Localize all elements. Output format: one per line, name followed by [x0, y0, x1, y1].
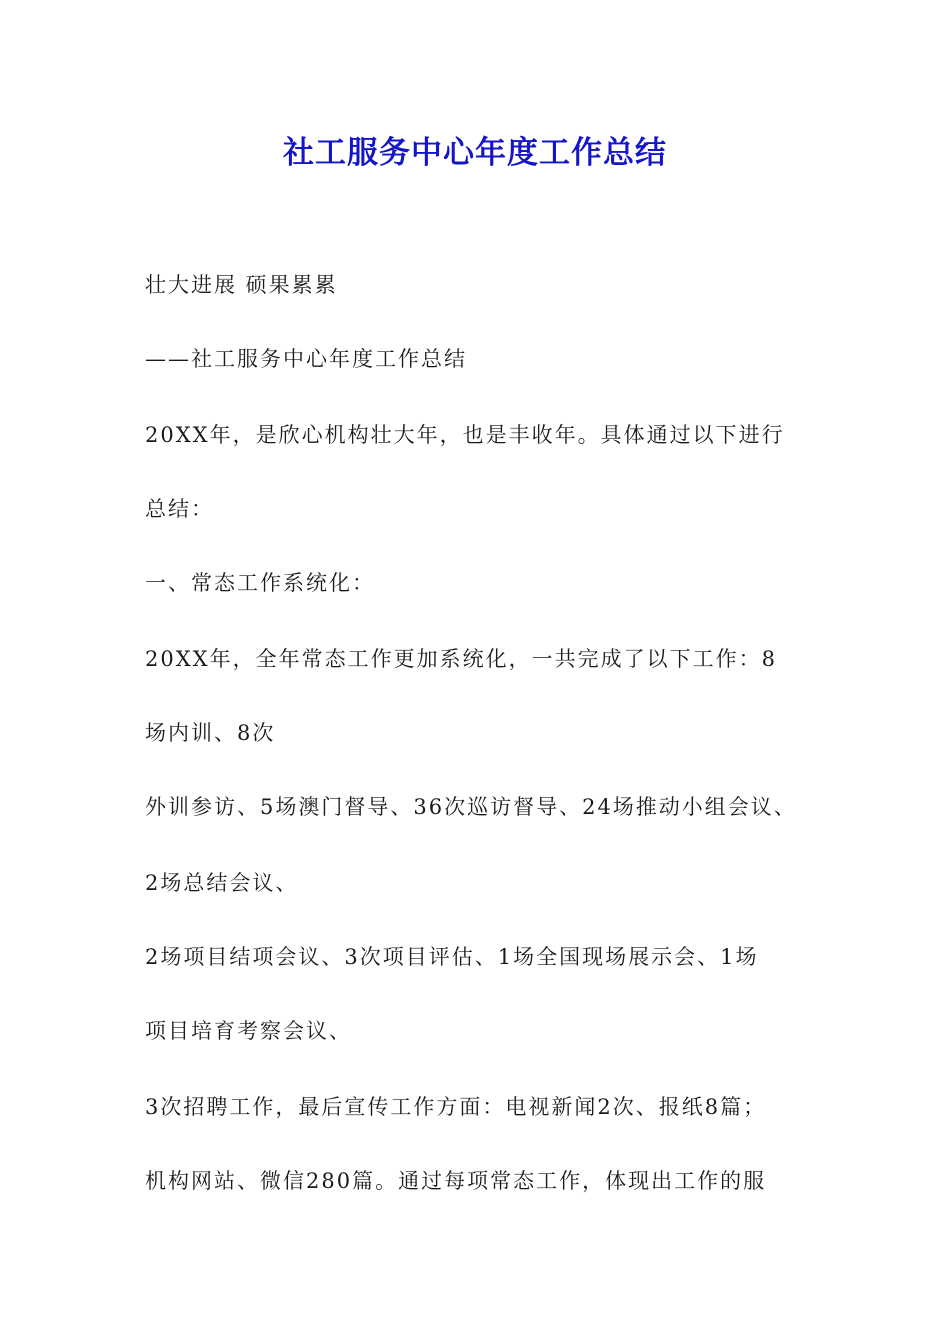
- paragraph-line: 外训参访、5场澳门督导、36次巡访督导、24场推动小组会议、: [145, 795, 797, 819]
- paragraph-line: 项目培育考察会议、: [145, 1019, 352, 1043]
- paragraph-line: 总结：: [145, 497, 214, 521]
- section-heading: 一、常态工作系统化：: [145, 571, 375, 595]
- paragraph-line: 20XX年，是欣心机构壮大年，也是丰收年。具体通过以下进行: [145, 423, 785, 447]
- document-title: 社工服务中心年度工作总结: [283, 135, 667, 171]
- subtitle-line: 壮大进展 硕果累累: [145, 273, 338, 297]
- paragraph-line: 场内训、8次: [145, 721, 276, 745]
- paragraph-line: 机构网站、微信280篇。通过每项常态工作，体现出工作的服: [145, 1169, 767, 1193]
- paragraph-line: 20XX年，全年常态工作更加系统化，一共完成了以下工作：8: [145, 647, 777, 671]
- paragraph-line: 2场总结会议、: [145, 871, 299, 895]
- paragraph-line: 3次招聘工作，最后宣传工作方面：电视新闻2次、报纸8篇；: [145, 1095, 767, 1119]
- paragraph-line: 2场项目结项会议、3次项目评估、1场全国现场展示会、1场: [145, 945, 759, 969]
- subtitle-dash-line: ——社工服务中心年度工作总结: [145, 347, 467, 371]
